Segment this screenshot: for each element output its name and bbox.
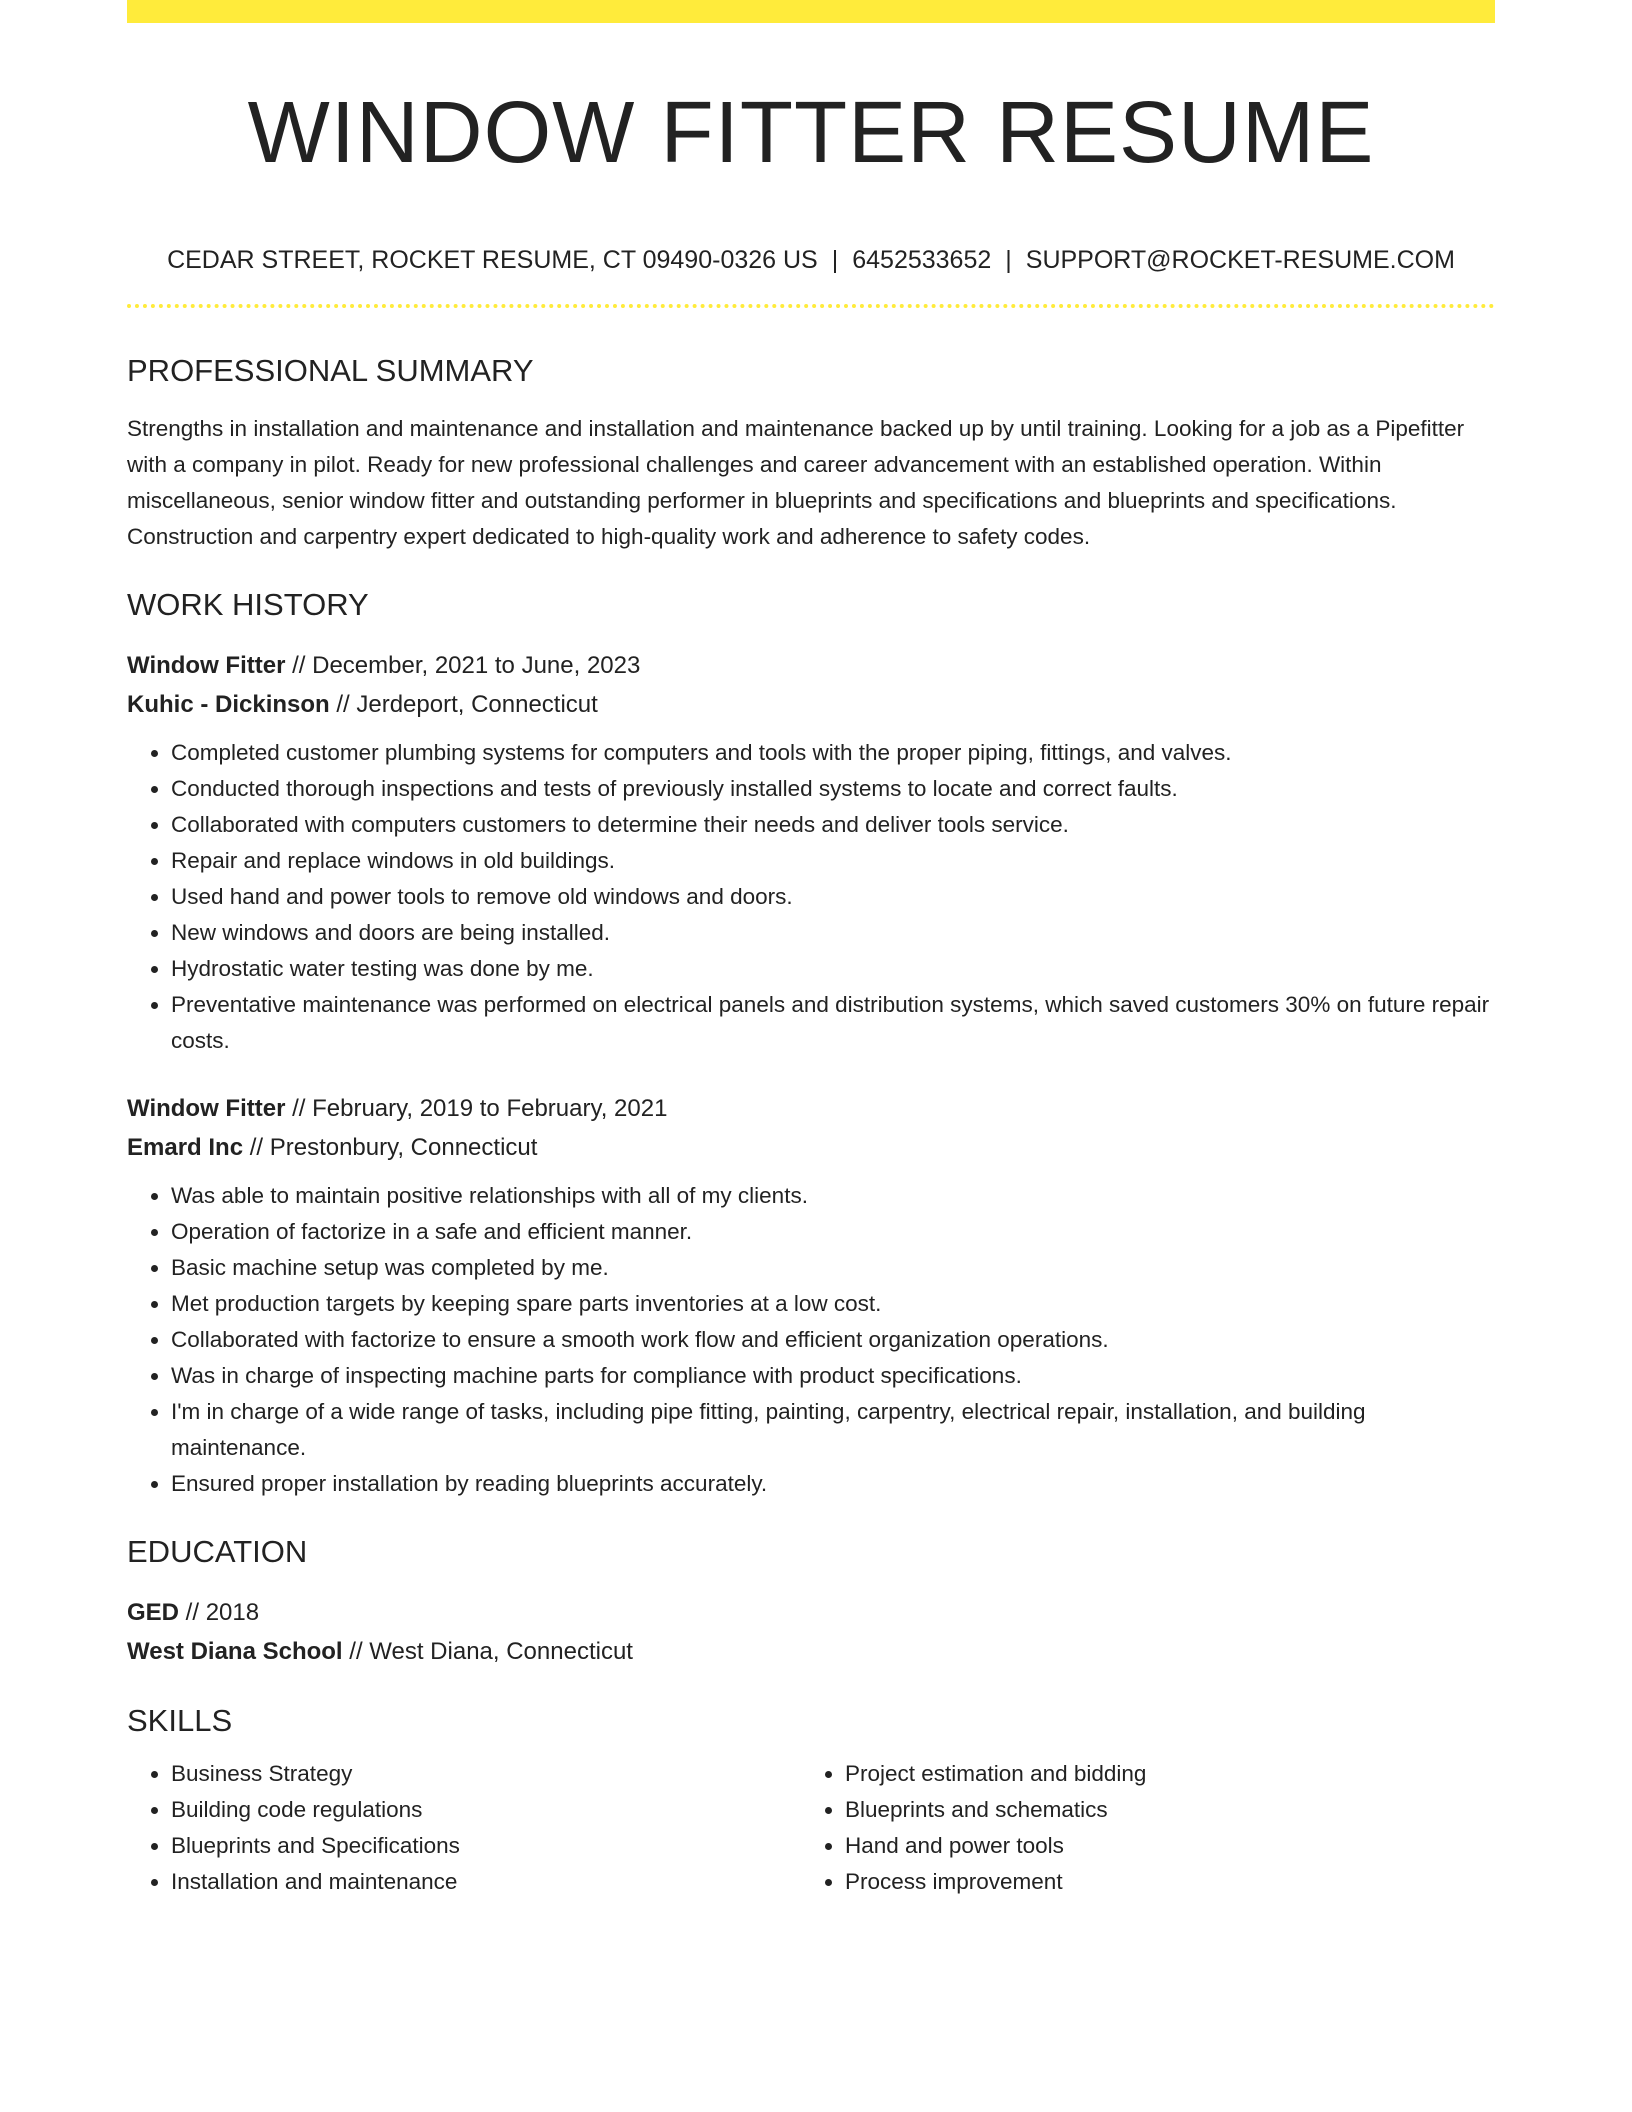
contact-phone: 6452533652: [852, 245, 992, 274]
job-company: Kuhic - Dickinson: [127, 691, 330, 719]
job-bullet: • Met production targets by keeping spare parts inventories at a low cost.: [171, 1286, 1495, 1322]
skills-list-left: [127, 1756, 801, 1900]
skills-section: [127, 1702, 1495, 1900]
job-title-line: [127, 646, 1495, 685]
work-history-heading: WORK HISTORY: [127, 586, 369, 622]
job-dates: February, 2019 to February, 2021: [312, 1095, 668, 1123]
skill-item: • Process improvement: [845, 1864, 1475, 1900]
job-company: Emard Inc: [127, 1134, 244, 1162]
education-heading: EDUCATION: [127, 1534, 308, 1570]
education-entry: [127, 1593, 1495, 1671]
job-title-line: [127, 1089, 1495, 1128]
skills-list-right: [801, 1756, 1475, 1900]
contact-address: CEDAR STREET, ROCKET RESUME, CT 09490-0326 US: [167, 245, 818, 274]
summary-section: [127, 352, 1495, 555]
education-degree: GED: [127, 1599, 180, 1627]
skills-heading: SKILLS: [127, 1703, 233, 1739]
job-bullet: • Collaborated with factorize to ensure a smooth work flow and efficient organization operations.: [171, 1322, 1495, 1358]
contact-email: SUPPORT@ROCKET-RESUME.COM: [1025, 245, 1455, 274]
dotted-divider: [127, 304, 1495, 308]
resume-title: WINDOW FITTER RESUME: [247, 84, 1375, 181]
job-bullet: • Collaborated with computers customers to determine their needs and deliver tools service.: [171, 807, 1495, 843]
job-bullet: • Basic machine setup was completed by me.: [171, 1250, 1495, 1286]
summary-heading: PROFESSIONAL SUMMARY: [127, 352, 534, 388]
job-company-line: [127, 1128, 1495, 1167]
job-bullet: • Completed customer plumbing systems for computers and tools with the proper piping, fittings, and valves.: [171, 735, 1495, 771]
job-bullet: • Operation of factorize in a safe and efficient manner.: [171, 1214, 1495, 1250]
job-bullet: • Was able to maintain positive relationships with all of my clients.: [171, 1178, 1495, 1214]
contact-line: [127, 245, 1495, 275]
education-section: [127, 1533, 1495, 1671]
skills-columns: [127, 1756, 1495, 1900]
work-history-section: [127, 586, 1495, 1502]
skill-item: • Blueprints and Specifications: [171, 1828, 801, 1864]
job-bullet: • Used hand and power tools to remove old windows and doors.: [171, 879, 1495, 915]
job-bullet: • Repair and replace windows in old buildings.: [171, 843, 1495, 879]
education-year: 2018: [205, 1599, 260, 1627]
job-bullet: • Ensured proper installation by reading blueprints accurately.: [171, 1466, 1495, 1502]
education-school: West Diana School: [127, 1638, 343, 1666]
job-location: Prestonbury, Connecticut: [269, 1134, 538, 1162]
education-degree-line: [127, 1593, 1495, 1632]
accent-top-bar: [127, 0, 1495, 23]
summary-text: Strengths in installation and maintenance and installation and maintenance backed up by until training. Looking for a job as a Pipefitter with a company in pilot. Ready for new professional challenges and career advancement with an established operation. Within miscellaneous, senior window fitter and outstanding performer in blueprints and specifications and blueprints and specifications. Construction and carpentry expert dedicated to high-quality work and adherence to safety codes.: [127, 415, 1465, 549]
job-title: Window Fitter: [127, 1095, 286, 1123]
job-bullet: • Conducted thorough inspections and tests of previously installed systems to locate and correct faults.: [171, 771, 1495, 807]
job-location: Jerdeport, Connecticut: [356, 691, 598, 719]
job-bullet: • Was in charge of inspecting machine parts for compliance with product specifications.: [171, 1358, 1495, 1394]
job-bullet: • I'm in charge of a wide range of tasks, including pipe fitting, painting, carpentry, electrical repair, installation, and building maintenance.: [171, 1394, 1495, 1466]
job-separator: //: [285, 652, 313, 680]
job-company-line: [127, 685, 1495, 724]
job-bullet: • New windows and doors are being installed.: [171, 915, 1495, 951]
education-school-line: [127, 1632, 1495, 1671]
job-entry: [127, 646, 1495, 1059]
job-bullet: • Preventative maintenance was performed on electrical panels and distribution systems, which saved customers 30% on future repair costs.: [171, 987, 1495, 1059]
job-dates: December, 2021 to June, 2023: [312, 652, 641, 680]
job-bullet-list: [127, 1178, 1495, 1502]
skill-item: • Building code regulations: [171, 1792, 801, 1828]
education-separator: //: [179, 1599, 206, 1627]
skill-item: • Business Strategy: [171, 1756, 801, 1792]
job-title: Window Fitter: [127, 652, 286, 680]
skill-item: • Hand and power tools: [845, 1828, 1475, 1864]
skill-item: • Blueprints and schematics: [845, 1792, 1475, 1828]
job-separator: //: [285, 1095, 313, 1123]
contact-separator: |: [1005, 245, 1012, 274]
resume-page: [127, 0, 1495, 1900]
job-separator: //: [243, 1134, 270, 1162]
education-location: West Diana, Connecticut: [369, 1638, 633, 1666]
job-separator: //: [329, 691, 357, 719]
contact-separator: |: [831, 245, 839, 274]
job-bullet: • Hydrostatic water testing was done by me.: [171, 951, 1495, 987]
education-separator: //: [342, 1638, 370, 1666]
job-entry: [127, 1089, 1495, 1502]
skill-item: • Project estimation and bidding: [845, 1756, 1475, 1792]
job-bullet-list: [127, 735, 1495, 1059]
skill-item: • Installation and maintenance: [171, 1864, 801, 1900]
